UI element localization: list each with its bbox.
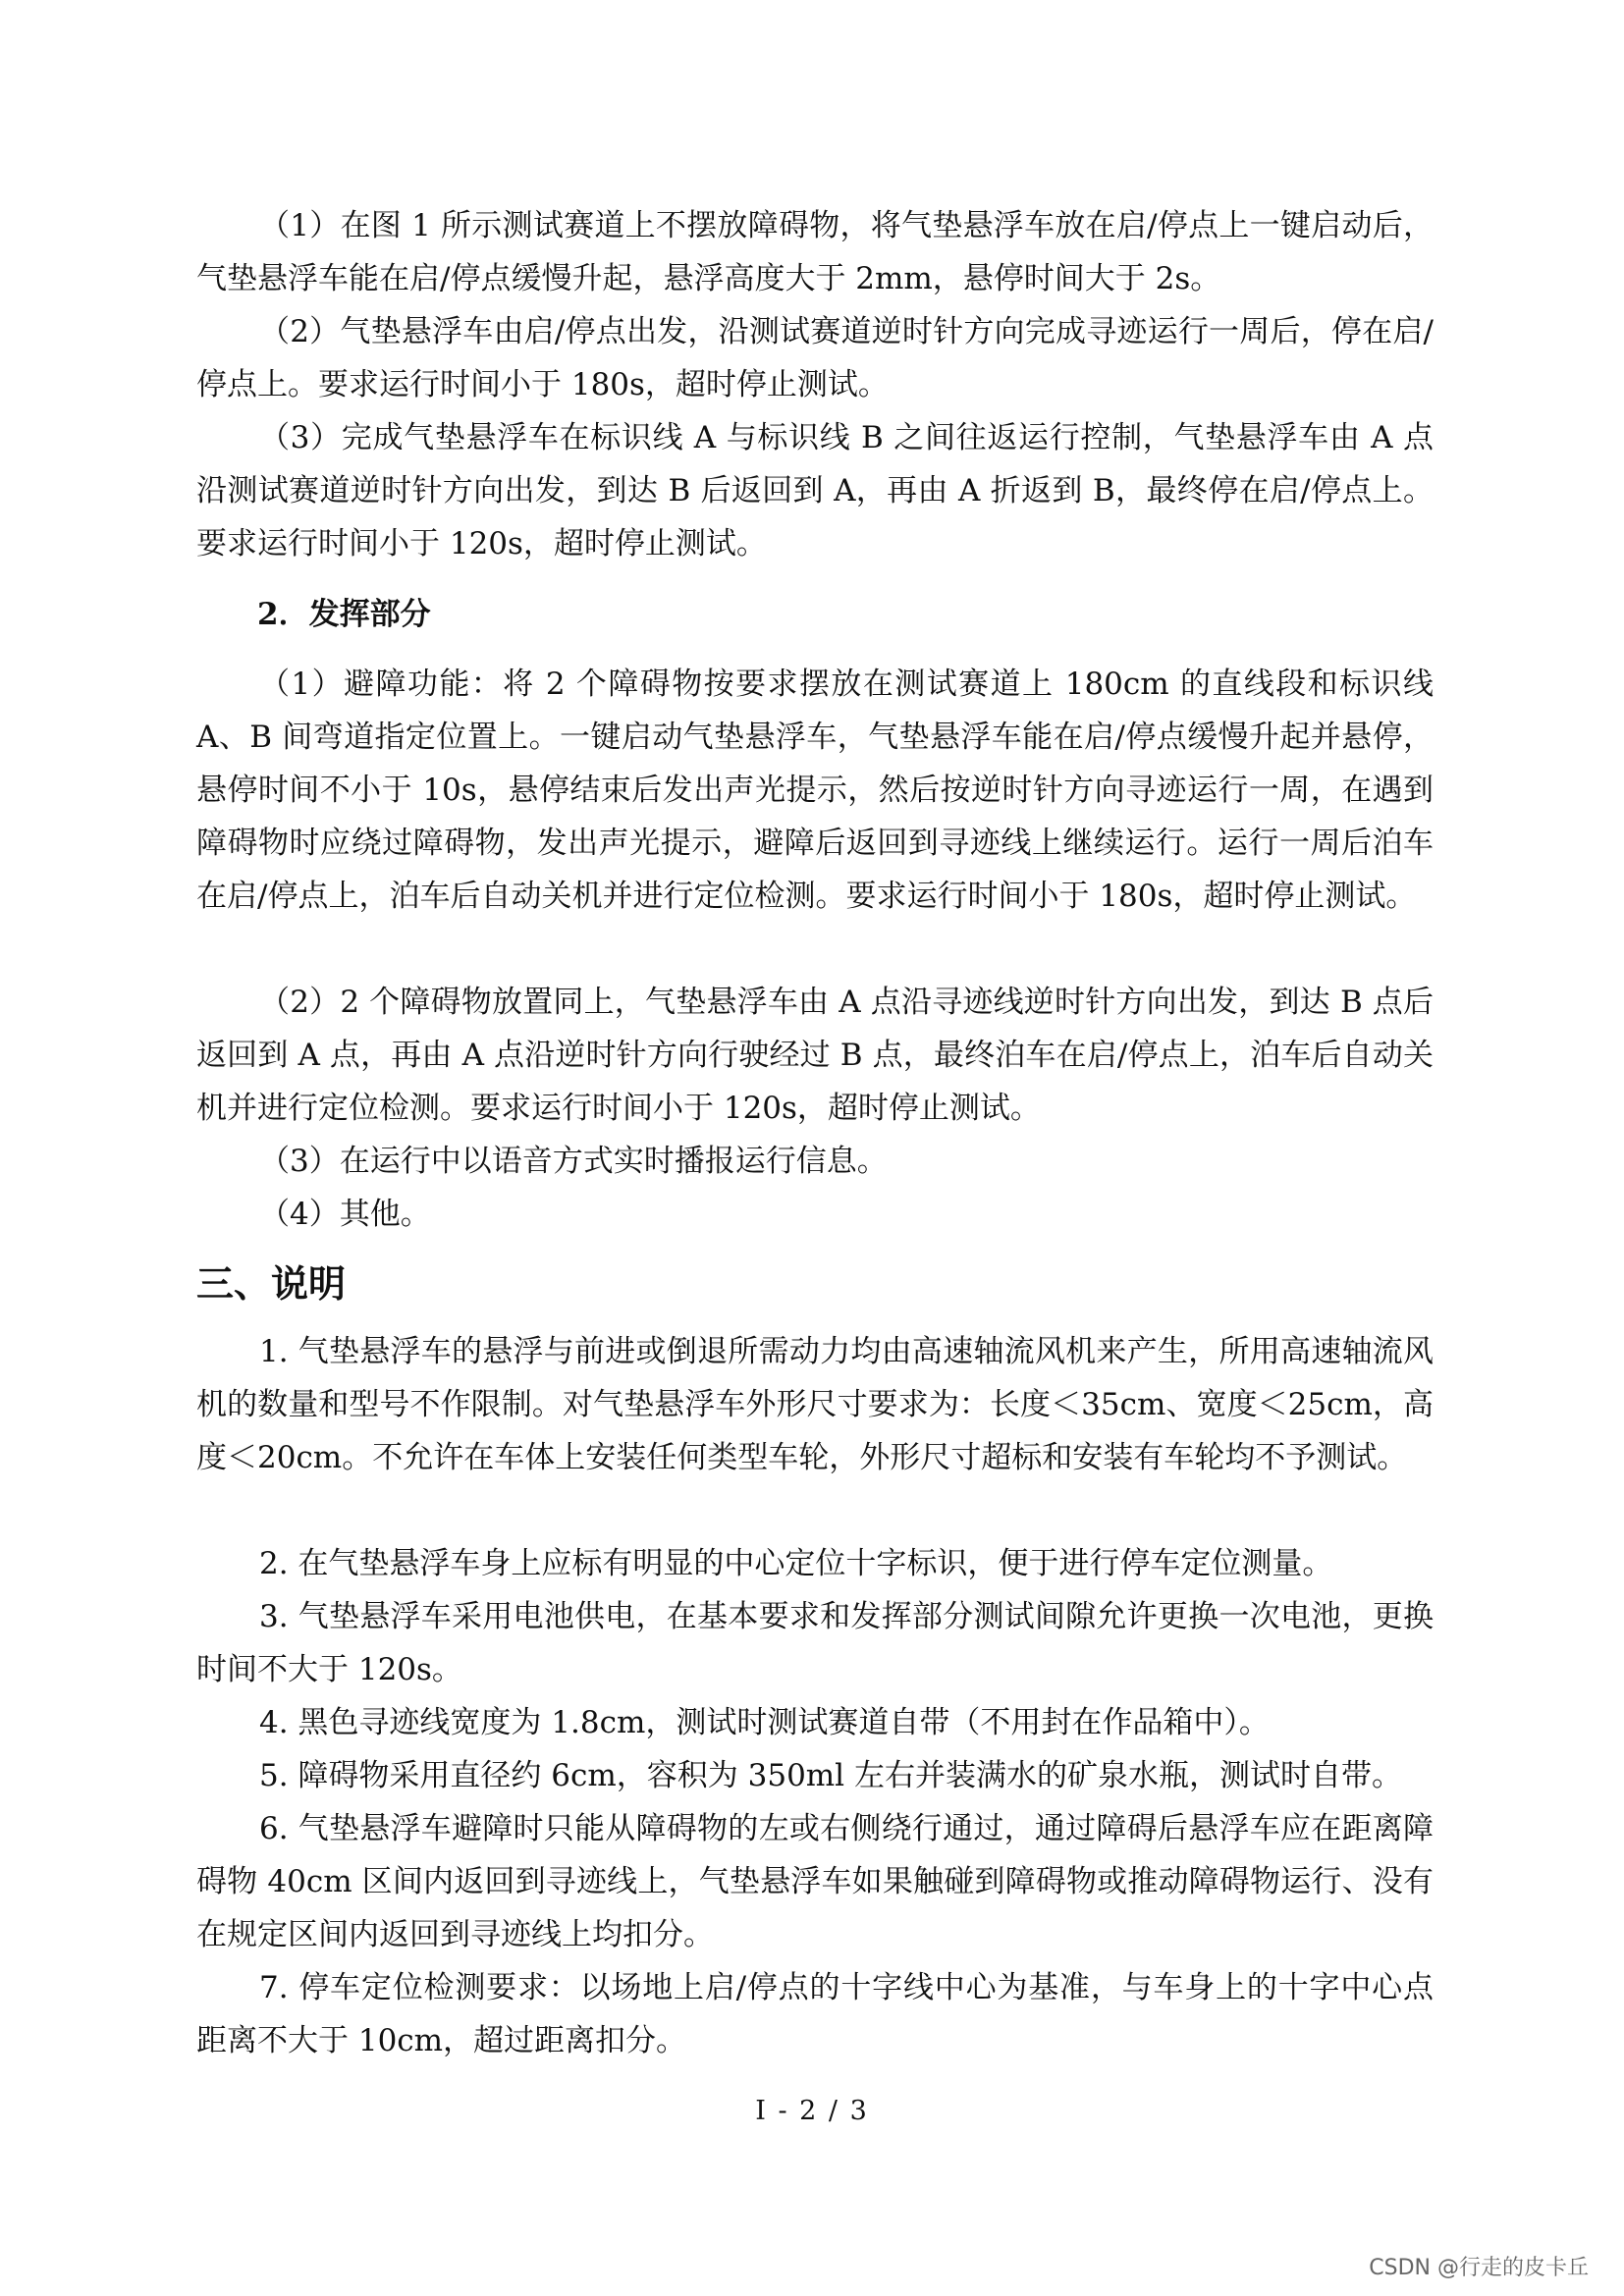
note-item-2: 2. 在气垫悬浮车身上应标有明显的中心定位十字标识，便于进行停车定位测量。 (259, 1546, 1333, 1581)
note-item-5: 5. 障碍物采用直径约 6cm，容积为 350ml 左右并装满水的矿泉水瓶，测试时自带。 (259, 1758, 1402, 1793)
basic-item-3: （3）完成气垫悬浮车在标识线 A 与标识线 B 之间往返运行控制，气垫悬浮车由 A 点沿测试赛道逆时针方向出发，到达 B 后返回到 A，再由 A 折返到 B，最终停在启/停点上。要求运行时间小于 120s，超时停止测试。 (196, 420, 1434, 561)
basic-item-1: （1）在图 1 所示测试赛道上不摆放障碍物，将气垫悬浮车放在启/停点上一键启动后，气垫悬浮车能在启/停点缓慢升起，悬浮高度大于 2mm，悬停时间大于 2s。 (196, 208, 1434, 296)
note-item-1: 1. 气垫悬浮车的悬浮与前进或倒退所需动力均由高速轴流风机来产生，所用高速轴流风机的数量和型号不作限制。对气垫悬浮车外形尺寸要求为：长度＜35cm、宽度＜25cm，高度＜20cm。不允许在车体上安装任何类型车轮，外形尺寸超标和安装有车轮均不予测试。 (196, 1334, 1434, 1475)
note-item-7: 7. 停车定位检测要求：以场地上启/停点的十字线中心为基准，与车身上的十字中心点距离不大于 10cm，超过距离扣分。 (196, 1970, 1434, 2058)
page-number: I - 2 / 3 (755, 2096, 869, 2126)
section-heading-advanced: 2．发挥部分 (257, 597, 431, 632)
note-item-4: 4. 黑色寻迹线宽度为 1.8cm，测试时测试赛道自带（不用封在作品箱中）。 (259, 1705, 1270, 1740)
section-heading-notes: 三、说明 (196, 1262, 347, 1306)
advanced-item-3: （3）在运行中以语音方式实时播报运行信息。 (259, 1144, 888, 1179)
advanced-item-2: （2）2 个障碍物放置同上，气垫悬浮车由 A 点沿寻迹线逆时针方向出发，到达 B 点后返回到 A 点，再由 A 点沿逆时针方向行驶经过 B 点，最终泊车在启/停点上，泊车后自动关机并进行定位检测。要求运行时间小于 120s，超时停止测试。 (196, 985, 1434, 1126)
watermark-text: CSDN @行走的皮卡丘 (1369, 2256, 1589, 2280)
note-item-3: 3. 气垫悬浮车采用电池供电，在基本要求和发挥部分测试间隙允许更换一次电池，更换时间不大于 120s。 (196, 1599, 1434, 1687)
note-item-6: 6. 气垫悬浮车避障时只能从障碍物的左或右侧绕行通过，通过障碍后悬浮车应在距离障碍物 40cm 区间内返回到寻迹线上，气垫悬浮车如果触碰到障碍物或推动障碍物运行、没有在规定区间内返回到寻迹线上均扣分。 (196, 1811, 1434, 1952)
advanced-item-1: （1）避障功能：将 2 个障碍物按要求摆放在测试赛道上 180cm 的直线段和标识线 A、B 间弯道指定位置上。一键启动气垫悬浮车，气垫悬浮车能在启/停点缓慢升起并悬停，悬停时间不小于 10s，悬停结束后发出声光提示，然后按逆时针方向寻迹运行一周，在遇到障碍物时应绕过障碍物，发出声光提示，避障后返回到寻迹线上继续运行。运行一周后泊车在启/停点上，泊车后自动关机并进行定位检测。要求运行时间小于 180s，超时停止测试。 (196, 667, 1434, 914)
basic-item-2: （2）气垫悬浮车由启/停点出发，沿测试赛道逆时针方向完成寻迹运行一周后，停在启/停点上。要求运行时间小于 180s，超时停止测试。 (196, 314, 1434, 402)
advanced-item-4: （4）其他。 (259, 1197, 431, 1232)
